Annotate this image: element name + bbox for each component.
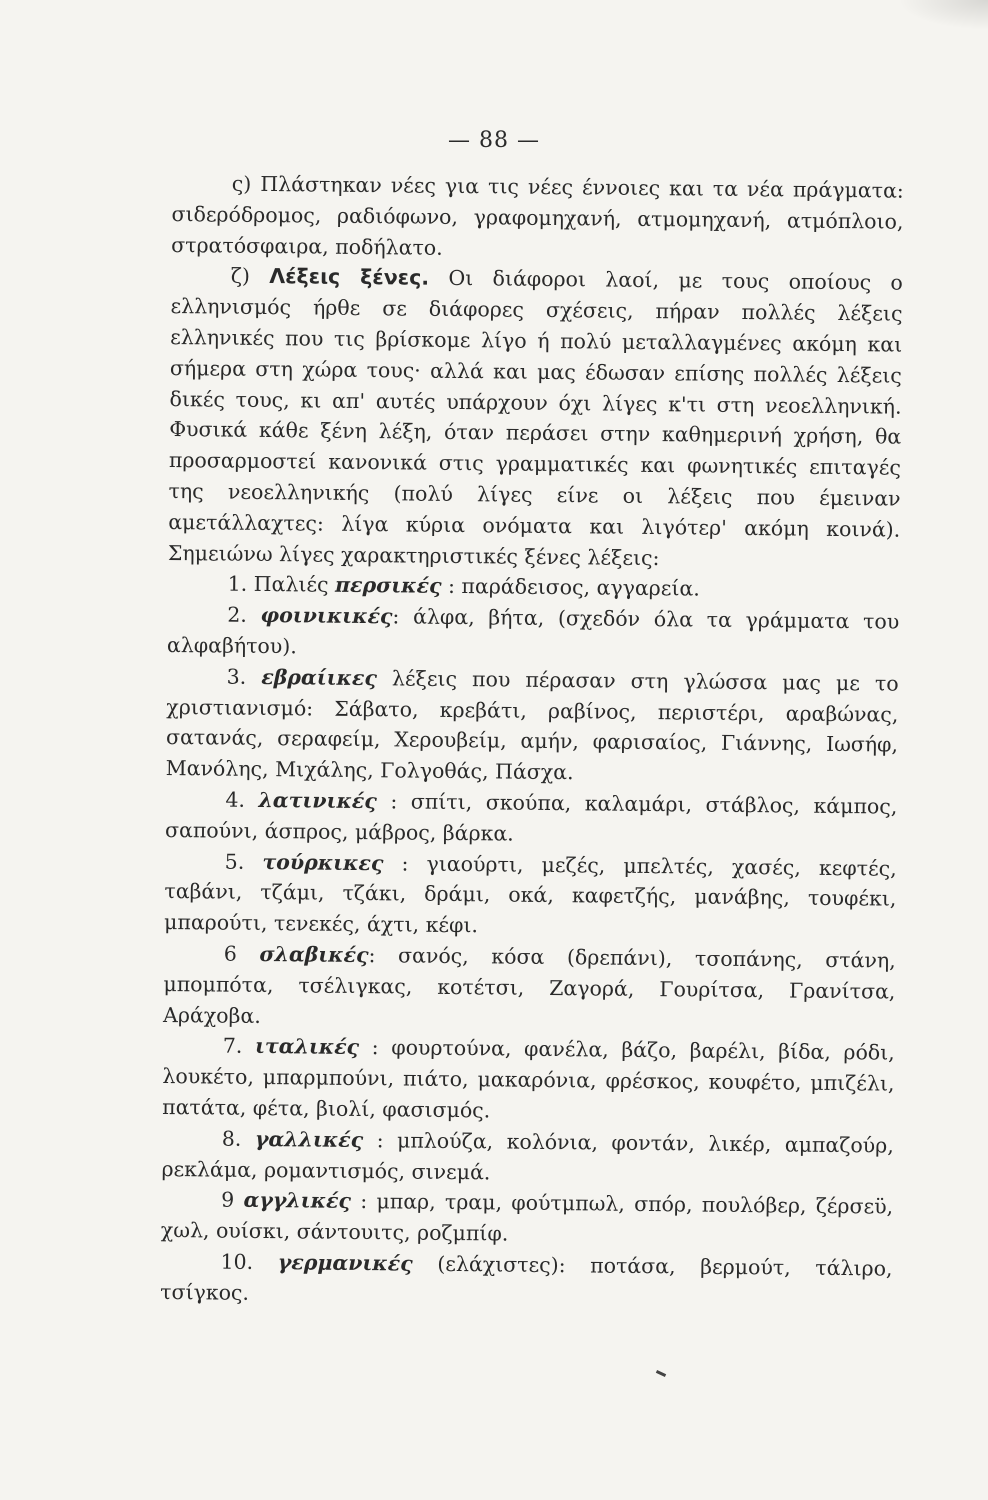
list-number: 8. [221, 1126, 242, 1151]
list-words: : σανός, κόσα (δρεπάνι), τσοπάνης, στάνη, μπομπότα, τσέλιγκας, κοτέτσι, Ζαγορά, Γουρίτσα, Γρανίτσα, Αράχοβα. [163, 943, 896, 1028]
list-number: 5. [224, 849, 245, 874]
paragraph-foreign-words [168, 260, 903, 576]
language-label: γερμανικές [277, 1250, 413, 1276]
list-item [161, 1123, 894, 1192]
section-label: ζ) [230, 264, 251, 289]
list-number: 3. [226, 664, 247, 689]
language-label: αγγλικές [243, 1188, 352, 1214]
list-number: 6 [223, 941, 237, 966]
list-number: 2. [227, 602, 248, 627]
language-label: ιταλικές [254, 1034, 360, 1060]
language-label: φοινικικές [260, 603, 393, 629]
list-item [163, 938, 896, 1038]
list-item [160, 1246, 893, 1315]
list-item [165, 784, 898, 853]
paragraph-text: Πλάστηκαν νέες για τις νέες έννοιες και τα νέα πράγματα: σιδερόδρομος, ραδιόφωνο, γραφομηχανή, ατμομηχανή, ατμόπλοιο, στρατόσφαιρα, ποδήλατο. [171, 171, 904, 260]
list-item [164, 845, 897, 945]
list-item [166, 661, 899, 792]
language-label: σλαβικές [259, 941, 369, 968]
section-label: ς) [231, 171, 252, 196]
list-number: 1. [227, 571, 248, 597]
list-number: 4. [225, 787, 246, 812]
list-words: : παράδεισος, αγγαρεία. [441, 574, 700, 601]
list-words: : φουρτούνα, φανέλα, βάζο, βαρέλι, βίδα, ρόδι, λουκέτο, μπαρμπούνι, πιάτο, μακαρόνια, φρέσκος, κουφέτο, μπιζέλι, πατάτα, φέτα, βιολί, φασισμός. [162, 1035, 895, 1123]
list-prefix: Παλιές [253, 572, 336, 598]
list-number: 7. [222, 1033, 243, 1059]
list-words: : άλφα, βήτα, (σχεδόν όλα τα γράμματα του αλφαβήτου). [166, 604, 900, 659]
page-number: — 88 — [448, 128, 540, 153]
language-label: λατινικές [258, 787, 377, 814]
list-words: λέξεις που πέρασαν στη γλώσσα μας με το χριστιανισμό: Σάβατο, κρεβάτι, ραβίνος, περιστέρι, αραβώνας, σατανάς, σεραφείμ, Χερουβείμ, αμήν, φαρισαίος, Γιάννης, Ιωσήφ, Μανόλης, Μιχάλης, Γολγοθάς, Πάσχα. [165, 665, 899, 785]
list-words: : μπαρ, τραμ, φούτμπωλ, σπόρ, πουλόβερ, ζέρσεϋ, χωλ, ουίσκι, σάντουιτς, ροζμπίφ. [160, 1189, 894, 1246]
corner-smudge [898, 0, 988, 30]
language-label: εβραίικες [261, 664, 378, 690]
section-heading: Λέξεις ξένες. [269, 264, 430, 291]
list-number: 9 [221, 1187, 235, 1213]
ink-mark [656, 1370, 666, 1377]
paragraph-new-words [171, 168, 904, 268]
foreign-words-list [160, 568, 900, 1315]
list-number: 10. [220, 1249, 254, 1274]
list-words: : γιαούρτι, μεζές, μπελτές, χασές, κεφτές, ταβάνι, τζάμι, τζάκι, δράμι, οκά, καφετζής, μανάβης, τουφέκι, μπαρούτι, τενεκές, άχτι, κέφι. [163, 850, 897, 938]
list-words: : μπλούζα, κολόνια, φοντάν, λικέρ, αμπαζούρ, ρεκλάμα, ρομαντισμός, σινεμά. [161, 1127, 894, 1184]
language-label: τούρκικες [262, 849, 384, 875]
list-words: (ελάχιστες): ποτάσα, βερμούτ, τάλιρο, τσίγκος. [160, 1251, 893, 1305]
paragraph-text: Οι διάφοροι λαοί, με τους οποίους ο ελληνισμός ήρθε σε διάφορες σχέσεις, πήραν πολλές λέξεις ελληνικές που τις βρίσκομε λίγο ή πολύ μεταλλαγμένες ακόμη και σήμερα στη χώρα τους· αλλά και μας έδωσαν επίσης πολλές λέξεις δικές τους, κι απ' αυτές υπάρχουν όχι λίγες κ'τι στη νεοελληνική. Φυσικά κάθε ξένη λέξη, όταν περάσει στην καθημερινή χρήση, θα προσαρμοστεί κανονικά στις γραμματικές και φωνητικές επιταγές της νεοελληνικής (πολύ λίγες είνε οι λέξεις που έμειναν αμετάλλαχτες: λίγα κύρια ονόματα και λιγότερ' ακόμη κοινά). Σημειώνω λίγες χαρακτηριστικές ξένες λέξεις: [167, 266, 903, 570]
list-words: : σπίτι, σκούπα, καλαμάρι, στάβλος, κάμπος, σαπούνι, άσπρος, μάβρος, βάρκα. [164, 789, 898, 846]
language-label: γαλλικές [254, 1126, 364, 1152]
list-item [161, 1184, 894, 1253]
list-item [162, 1030, 895, 1130]
language-label: περσικές [334, 573, 442, 599]
body-text [160, 168, 904, 1315]
list-item [167, 599, 900, 668]
